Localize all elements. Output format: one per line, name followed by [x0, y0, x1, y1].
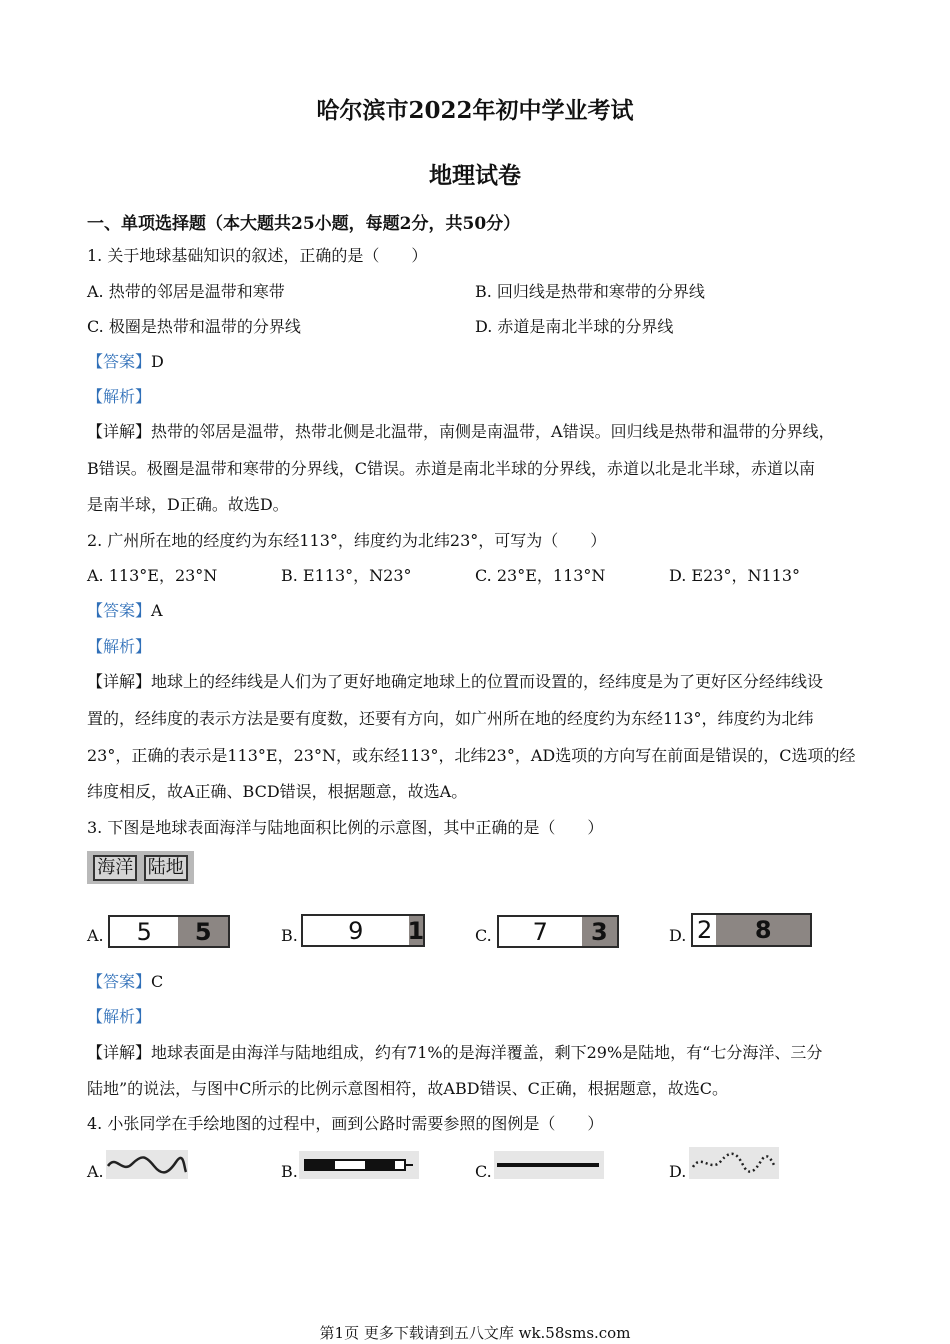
q1-stem: 1. 关于地球基础知识的叙述，正确的是（ ）	[87, 246, 428, 265]
q3-option-c-label: C.	[475, 926, 492, 945]
q2-option-b: B. E113°，N23°	[281, 566, 412, 585]
q1-detail-line-1: 【详解】热带的邻居是温带，热带北侧是北温带，南侧是南温带，A错误。回归线是热带和温带的分界线，	[87, 422, 835, 441]
legend-ocean: 海洋	[93, 855, 137, 881]
q1-answer	[87, 352, 164, 372]
q3-detail-line-1: 【详解】地球表面是由海洋与陆地组成，约有71%的是海洋覆盖，剩下29%是陆地，有“七分海洋、三分	[87, 1043, 823, 1062]
q2-option-d: D. E23°，N113°	[669, 566, 801, 585]
q2-stem: 2. 广州所在地的经度约为东经113°，纬度约为北纬23°，可写为（ ）	[87, 531, 607, 550]
q1-option-a: A. 热带的邻居是温带和寒带	[87, 282, 285, 301]
railway-symbol-icon	[299, 1151, 419, 1179]
q2-analysis-label: 【解析】	[87, 637, 152, 656]
q3-option-d-label: D.	[669, 926, 687, 945]
q3-option-a-label: A.	[87, 926, 104, 945]
q3-option-b-box	[301, 914, 425, 947]
q3-detail-line-2: 陆地”的说法，与图中C所示的比例示意图相符，故ABD错误、C正确，根据题意，故选C。	[87, 1079, 729, 1098]
page-title: 哈尔滨市2022年初中学业考试	[316, 97, 634, 124]
q3-answer: 【答案】C	[87, 972, 164, 991]
section-heading: 一、单项选择题（本大题共25小题，每题2分，共50分）	[87, 214, 521, 234]
q3-answer-value: C	[151, 972, 164, 991]
river-symbol-icon	[106, 1150, 188, 1179]
q4-option-b-label: B.	[281, 1162, 298, 1181]
legend-land: 陆地	[144, 855, 188, 881]
q1-answer-value: D	[151, 352, 164, 371]
q1-option-b: B. 回归线是热带和寒带的分界线	[475, 282, 705, 301]
page-subtitle: 地理试卷	[429, 162, 521, 189]
land-value: 1	[407, 916, 425, 945]
dotted-boundary-symbol-icon	[689, 1147, 779, 1179]
ocean-value: 5	[136, 917, 152, 946]
q3-legend	[87, 851, 194, 884]
q1-detail-line-2: B错误。极圈是温带和寒带的分界线，C错误。赤道是南北半球的分界线，赤道以北是北半球，赤道以南	[87, 459, 816, 478]
q4-option-d-label: D.	[669, 1162, 687, 1181]
q1-option-d: D. 赤道是南北半球的分界线	[475, 317, 674, 336]
q2-detail-line-3: 23°，正确的表示是113°E，23°N，或东经113°，北纬23°，AD选项的方向写在前面是错误的，C选项的经	[87, 746, 856, 765]
answer-label: 【答案】	[87, 352, 152, 371]
q3-option-a-box	[108, 915, 230, 948]
q3-option-c-box	[497, 915, 619, 948]
q4-option-a-label: A.	[87, 1162, 104, 1181]
q4-option-c-label: C.	[475, 1162, 492, 1181]
page-footer: 第1页 更多下载请到五八文库 wk.58sms.com	[319, 1324, 631, 1342]
q4-stem: 4. 小张同学在手绘地图的过程中，画到公路时需要参照的图例是（ ）	[87, 1114, 604, 1133]
land-value: 8	[716, 915, 810, 945]
q2-answer: 【答案】A	[87, 601, 163, 620]
road-symbol-icon	[494, 1151, 604, 1179]
q2-answer-value: A	[151, 601, 163, 620]
q3-stem: 3. 下图是地球表面海洋与陆地面积比例的示意图，其中正确的是（ ）	[87, 818, 604, 837]
q2-detail-line-1: 【详解】地球上的经纬线是人们为了更好地确定地球上的位置而设置的，经纬度是为了更好区分经纬线设	[87, 672, 824, 691]
ocean-value: 2	[697, 916, 713, 944]
land-value: 5	[178, 917, 228, 946]
ocean-value: 9	[348, 916, 364, 945]
q3-analysis-label: 【解析】	[87, 1007, 152, 1026]
q1-detail-line-3: 是南半球，D正确。故选D。	[87, 495, 289, 514]
land-value: 3	[582, 917, 617, 946]
q1-option-c: C. 极圈是热带和温带的分界线	[87, 317, 301, 336]
q2-detail-line-2: 置的，经纬度的表示方法是要有度数，还要有方向，如广州所在地的经度约为东经113°，纬度约为北纬	[87, 709, 814, 728]
q3-option-b-label: B.	[281, 926, 298, 945]
q1-analysis-label: 【解析】	[87, 387, 152, 406]
q2-option-a: A. 113°E，23°N	[87, 566, 218, 585]
q2-option-c: C. 23°E，113°N	[475, 566, 606, 585]
q3-option-d-box	[691, 913, 812, 947]
q2-detail-line-4: 纬度相反，故A正确、BCD错误，根据题意，故选A。	[87, 782, 468, 801]
ocean-value: 7	[532, 917, 548, 946]
detail-label: 【详解】	[87, 422, 152, 441]
